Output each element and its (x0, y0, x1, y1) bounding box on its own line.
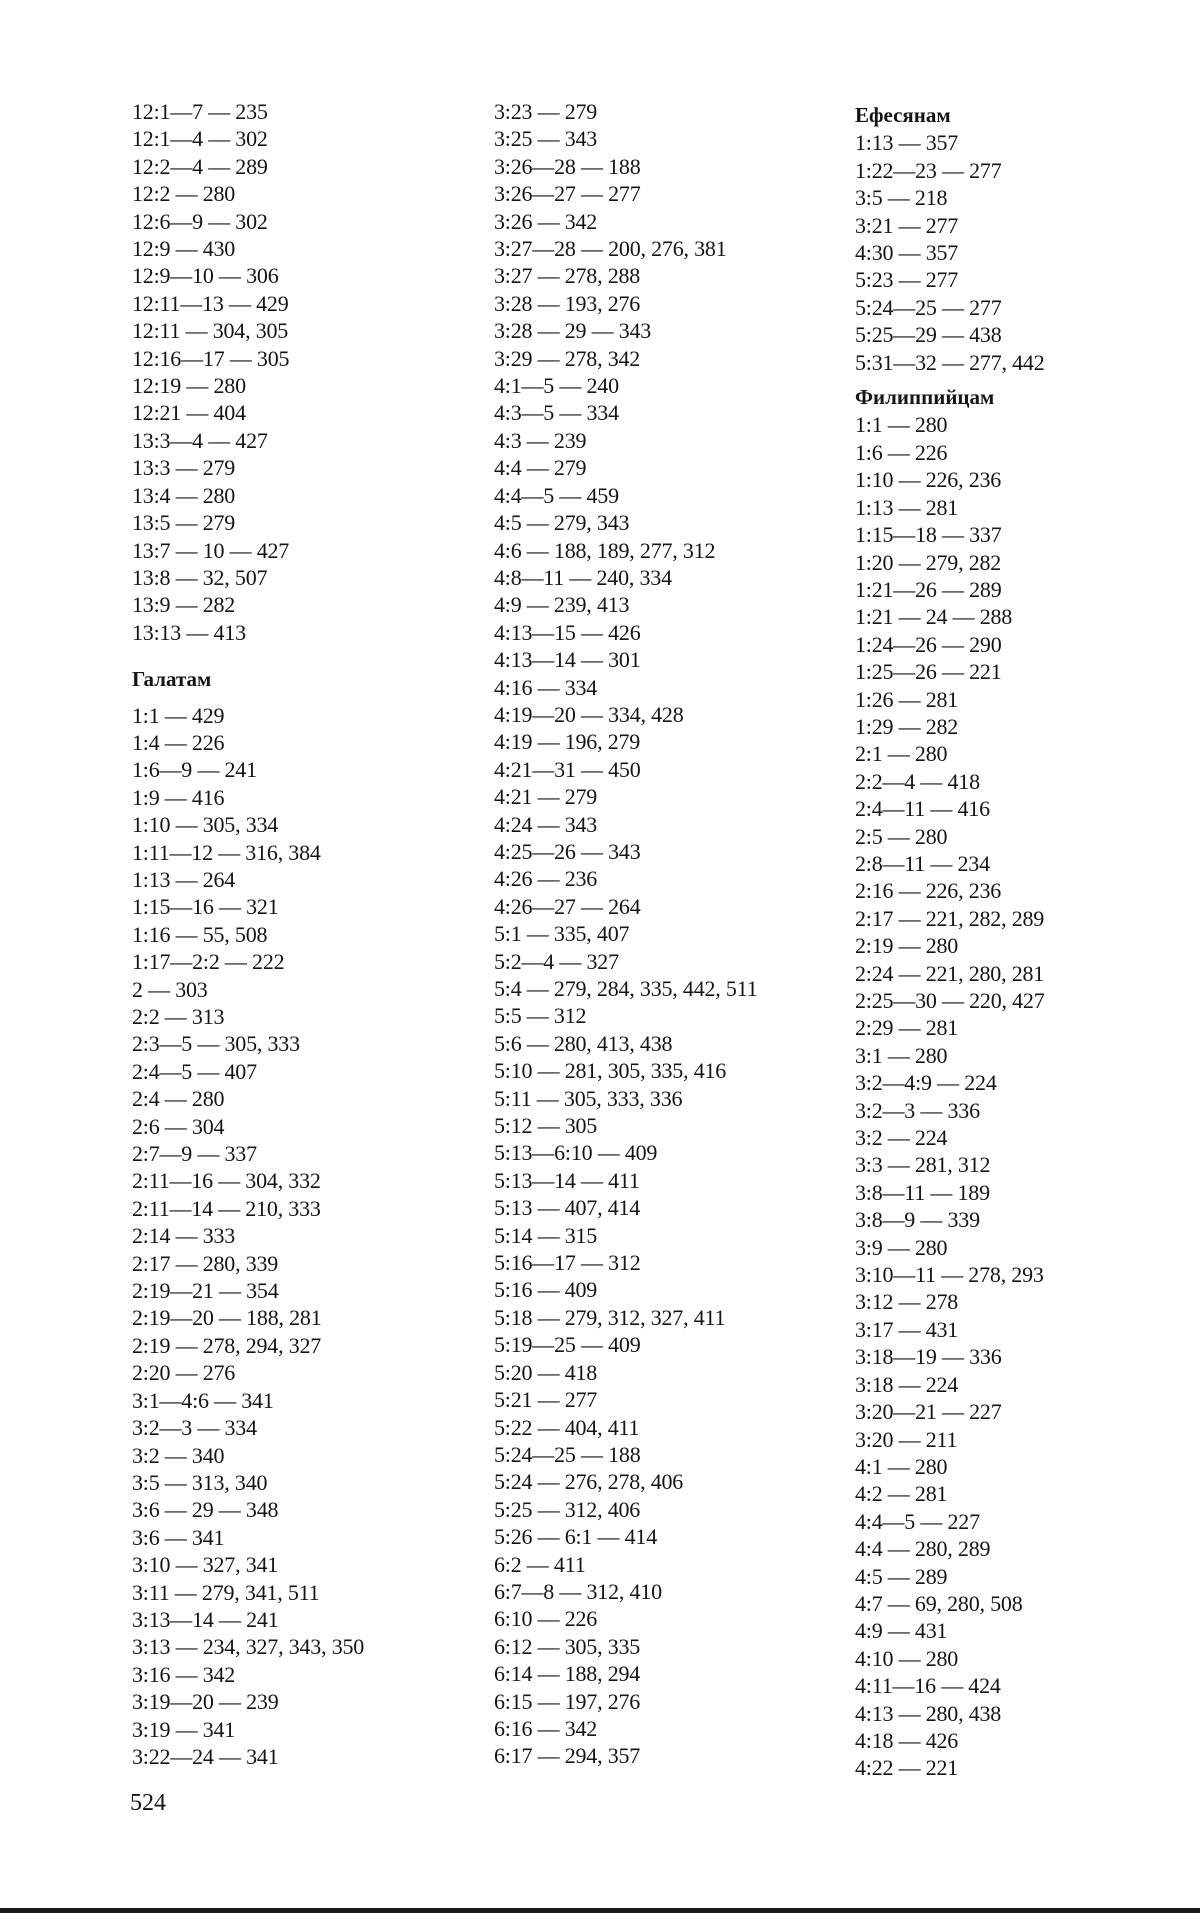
index-entry: 3:9 — 280 (855, 1234, 948, 1260)
index-entry: 2:1 — 280 (855, 741, 948, 767)
index-entry: 1:21—26 — 289 (855, 576, 1002, 602)
index-entry: 3:11 — 279, 341, 511 (132, 1579, 320, 1605)
index-entry: 6:12 — 305, 335 (494, 1633, 641, 1659)
index-entry: 1:15—18 — 337 (855, 522, 1002, 548)
index-entry: 5:13—6:10 — 409 (494, 1140, 658, 1166)
index-entry: 3:27 — 278, 288 (494, 263, 641, 289)
index-entry: 1:24—26 — 290 (855, 631, 1002, 657)
index-entry: 2:20 — 276 (132, 1360, 236, 1386)
index-entry: 13:3 — 279 (132, 455, 236, 481)
index-entry: 1:15—16 — 321 (132, 894, 279, 920)
index-entry: 12:11—13 — 429 (132, 290, 289, 316)
index-entry: 2:11—14 — 210, 333 (132, 1195, 321, 1221)
index-entry: 3:22—24 — 341 (132, 1743, 279, 1769)
index-entry: 3:19 — 341 (132, 1716, 236, 1742)
index-entry: 3:2 — 340 (132, 1442, 225, 1468)
index-entry: 1:10 — 305, 334 (132, 812, 279, 838)
index-entry: 3:20—21 — 227 (855, 1399, 1002, 1425)
index-entry: 4:21 — 279 (494, 784, 598, 810)
index-entry: 5:25 — 312, 406 (494, 1496, 641, 1522)
index-entry: 3:19—20 — 239 (132, 1689, 279, 1715)
section-heading: Филиппийцам (855, 385, 995, 410)
index-entry: 2:19—21 — 354 (132, 1278, 279, 1304)
index-entry: 2:16 — 226, 236 (855, 878, 1002, 904)
index-entry: 5:31—32 — 277, 442 (855, 349, 1045, 375)
index-entry: 5:6 — 280, 413, 438 (494, 1030, 673, 1056)
index-entry: 3:6 — 341 (132, 1524, 225, 1550)
index-entry: 3:5 — 218 (855, 185, 948, 211)
index-entry: 3:17 — 431 (855, 1316, 959, 1342)
index-entry: 3:26—28 — 188 (494, 153, 641, 179)
index-entry: 2:8—11 — 234 (855, 850, 990, 876)
index-entry: 1:10 — 226, 236 (855, 467, 1002, 493)
index-entry: 12:16—17 — 305 (132, 345, 290, 371)
index-entry: 4:5 — 279, 343 (494, 510, 630, 536)
index-entry: 5:14 — 315 (494, 1222, 598, 1248)
index-entry: 4:10 — 280 (855, 1645, 959, 1671)
bottom-rule (0, 1908, 1200, 1913)
index-entry: 4:25—26 — 343 (494, 838, 641, 864)
index-entry: 3:6 — 29 — 348 (132, 1497, 279, 1523)
index-entry: 4:18 — 426 (855, 1727, 959, 1753)
index-entry: 2:14 — 333 (132, 1223, 236, 1249)
index-entry: 1:13 — 281 (855, 494, 959, 520)
index-entry: 4:3—5 — 334 (494, 400, 619, 426)
index-entry: 4:9 — 239, 413 (494, 592, 630, 618)
index-entry: 5:24—25 — 188 (494, 1441, 641, 1467)
index-entry: 3:20 — 211 (855, 1426, 958, 1452)
index-entry: 12:19 — 280 (132, 373, 246, 399)
index-entry: 1:20 — 279, 282 (855, 549, 1002, 575)
index-entry: 5:12 — 305 (494, 1113, 598, 1139)
index-entry: 1:21 — 24 — 288 (855, 604, 1013, 630)
index-entry: 3:5 — 313, 340 (132, 1469, 268, 1495)
index-entry: 3:28 — 193, 276 (494, 290, 641, 316)
index-entry: 4:2 — 281 (855, 1481, 948, 1507)
index-entry: 6:16 — 342 (494, 1715, 598, 1741)
index-entry: 4:21—31 — 450 (494, 756, 641, 782)
index-entry: 3:18 — 224 (855, 1371, 959, 1397)
index-entry: 4:4—5 — 459 (494, 482, 619, 508)
index-entry: 4:19—20 — 334, 428 (494, 701, 684, 727)
index-entry: 1:11—12 — 316, 384 (132, 839, 321, 865)
index-entry: 13:4 — 280 (132, 482, 236, 508)
index-entry: 2:19 — 280 (855, 933, 959, 959)
index-entry: 13:9 — 282 (132, 592, 236, 618)
index-entry: 3:1 — 280 (855, 1042, 948, 1068)
page-number: 524 (130, 1790, 166, 1816)
index-entry: 3:3 — 281, 312 (855, 1152, 991, 1178)
index-entry: 5:10 — 281, 305, 335, 416 (494, 1058, 727, 1084)
index-entry: 3:2—4:9 — 224 (855, 1070, 997, 1096)
index-entry: 4:26—27 — 264 (494, 893, 641, 919)
index-entry: 2:4—5 — 407 (132, 1058, 257, 1084)
index-entry: 1:6—9 — 241 (132, 757, 257, 783)
index-entry: 4:7 — 69, 280, 508 (855, 1590, 1023, 1616)
index-entry: 3:26 — 342 (494, 208, 598, 234)
index-entry: 13:13 — 413 (132, 619, 246, 645)
index-entry: 1:13 — 357 (855, 130, 959, 156)
index-entry: 3:18—19 — 336 (855, 1344, 1002, 1370)
index-entry: 2:5 — 280 (855, 823, 948, 849)
index-entry: 3:1—4:6 — 341 (132, 1387, 274, 1413)
index-entry: 3:25 — 343 (494, 126, 598, 152)
index-entry: 4:13—14 — 301 (494, 647, 641, 673)
index-entry: 2:19 — 278, 294, 327 (132, 1332, 322, 1358)
index-entry: 4:30 — 357 (855, 240, 959, 266)
index-entry: 1:1 — 429 (132, 702, 225, 728)
index-entry: 12:2 — 280 (132, 181, 236, 207)
index-entry: 5:4 — 279, 284, 335, 442, 511 (494, 976, 758, 1001)
index-entry: 4:22 — 221 (855, 1755, 959, 1781)
index-entry: 3:10 — 327, 341 (132, 1552, 279, 1578)
index-entry: 4:4 — 280, 289 (855, 1536, 991, 1562)
index-entry: 13:7 — 10 — 427 (132, 537, 290, 563)
index-entry: 2:29 — 281 (855, 1015, 959, 1041)
index-entry: 5:11 — 305, 333, 336 (494, 1085, 683, 1111)
index-entry: 4:13—15 — 426 (494, 619, 641, 645)
index-entry: 5:16—17 — 312 (494, 1250, 641, 1276)
index-entry: 5:13 — 407, 414 (494, 1195, 641, 1221)
index-entry: 3:29 — 278, 342 (494, 345, 641, 371)
index-entry: 6:2 — 411 (494, 1551, 586, 1577)
index-entry: 1:6 — 226 (855, 439, 948, 465)
index-entry: 2:17 — 221, 282, 289 (855, 905, 1045, 931)
index-entry: 2:11—16 — 304, 332 (132, 1168, 321, 1194)
index-entry: 5:20 — 418 (494, 1359, 598, 1385)
index-entry: 4:6 — 188, 189, 277, 312 (494, 537, 716, 563)
index-entry: 12:1—4 — 302 (132, 126, 268, 152)
index-entry: 2:25—30 — 220, 427 (855, 988, 1045, 1013)
index-column-3 (855, 102, 1045, 1782)
index-entry: 3:13—14 — 241 (132, 1606, 279, 1632)
index-entry: 3:2—3 — 334 (132, 1415, 257, 1441)
index-entry: 4:13 — 280, 438 (855, 1700, 1002, 1726)
index-entry: 12:1—7 — 235 (132, 99, 268, 124)
index-entry: 1:4 — 226 (132, 729, 225, 755)
index-entry: 2:2—4 — 418 (855, 768, 980, 794)
index-entry: 5:13—14 — 411 (494, 1167, 640, 1193)
index-entry: 2:24 — 221, 280, 281 (855, 960, 1045, 986)
section-heading: Ефесянам (855, 103, 951, 127)
index-column-1 (132, 98, 364, 1770)
section-heading: Галатам (132, 667, 212, 692)
index-entry: 3:10—11 — 278, 293 (855, 1262, 1044, 1288)
index-entry: 12:11 — 304, 305 (132, 318, 289, 344)
index-entry: 3:28 — 29 — 343 (494, 318, 652, 344)
index-entry: 4:4 — 279 (494, 455, 587, 481)
index-entry: 2:4 — 280 (132, 1086, 225, 1112)
index-entry: 3:2 — 224 (855, 1125, 948, 1151)
index-entry: 5:19—25 — 409 (494, 1332, 641, 1358)
index-entry: 1:22—23 — 277 (855, 157, 1002, 183)
index-entry: 4:19 — 196, 279 (494, 729, 641, 755)
index-entry: 5:26 — 6:1 — 414 (494, 1524, 658, 1550)
index-entry: 2:6 — 304 (132, 1113, 225, 1139)
index-entry: 3:2—3 — 336 (855, 1097, 980, 1123)
index-entry: 4:26 — 236 (494, 866, 598, 892)
index-entry: 1:1 — 280 (855, 412, 948, 438)
index-entry: 3:8—9 — 339 (855, 1207, 980, 1233)
index-entry: 4:1—5 — 240 (494, 373, 619, 399)
index-entry: 6:17 — 294, 357 (494, 1743, 641, 1769)
index-entry: 12:9 — 430 (132, 236, 236, 262)
index-entry: 12:21 — 404 (132, 400, 246, 426)
index-entry: 4:8—11 — 240, 334 (494, 564, 672, 590)
index-entry: 1:29 — 282 (855, 713, 959, 739)
index-entry: 2:2 — 313 (132, 1004, 225, 1029)
index-entry: 4:24 — 343 (494, 811, 598, 837)
index-entry: 3:16 — 342 (132, 1661, 236, 1687)
index-entry: 2:7—9 — 337 (132, 1141, 257, 1167)
index-entry: 4:16 — 334 (494, 674, 598, 700)
index-entry: 5:1 — 335, 407 (494, 921, 630, 947)
index-entry: 12:2—4 — 289 (132, 153, 268, 179)
index-entry: 6:10 — 226 (494, 1606, 598, 1632)
index-entry: 4:11—16 — 424 (855, 1673, 1001, 1699)
index-entry: 3:21 — 277 (855, 212, 959, 238)
index-entry: 2:3—5 — 305, 333 (132, 1031, 300, 1057)
index-entry: 5:5 — 312 (494, 1003, 587, 1029)
index-entry: 3:26—27 — 277 (494, 181, 641, 207)
index-entry: 1:13 — 264 (132, 866, 236, 892)
index-entry: 2:19—20 — 188, 281 (132, 1305, 322, 1331)
index-entry: 12:6—9 — 302 (132, 208, 268, 234)
index-entry: 4:5 — 289 (855, 1563, 948, 1589)
index-entry: 3:13 — 234, 327, 343, 350 (132, 1634, 365, 1660)
index-entry: 5:18 — 279, 312, 327, 411 (494, 1304, 726, 1330)
index-entry: 1:17—2:2 — 222 (132, 949, 285, 975)
index-entry: 3:8—11 — 189 (855, 1179, 990, 1205)
index-entry: 12:9—10 — 306 (132, 263, 279, 289)
index-entry: 6:15 — 197, 276 (494, 1688, 641, 1714)
index-entry: 3:23 — 279 (494, 99, 598, 124)
index-entry: 5:24 — 276, 278, 406 (494, 1469, 684, 1495)
index-entry: 4:3 — 239 (494, 427, 587, 453)
index-entry: 5:22 — 404, 411 (494, 1414, 640, 1440)
index-entry: 13:8 — 32, 507 (132, 564, 268, 590)
index-entry: 2:4—11 — 416 (855, 796, 990, 822)
index-entry: 4:4—5 — 227 (855, 1508, 980, 1534)
index-entry: 4:9 — 431 (855, 1618, 948, 1644)
index-entry: 1:26 — 281 (855, 686, 959, 712)
index-entry: 5:21 — 277 (494, 1387, 598, 1413)
index-entry: 3:27—28 — 200, 276, 381 (494, 236, 727, 262)
index-entry: 1:16 — 55, 508 (132, 921, 268, 947)
index-entry: 2 — 303 (132, 976, 208, 1002)
index-entry: 5:25—29 — 438 (855, 322, 1002, 348)
index-entry: 2:17 — 280, 339 (132, 1250, 279, 1276)
index-entry: 5:23 — 277 (855, 267, 959, 293)
index-entry: 5:16 — 409 (494, 1277, 598, 1303)
index-entry: 13:5 — 279 (132, 510, 236, 536)
index-entry: 6:14 — 188, 294 (494, 1661, 641, 1687)
index-column-2 (494, 98, 758, 1770)
index-entry: 4:1 — 280 (855, 1453, 948, 1479)
index-entry: 1:25—26 — 221 (855, 659, 1002, 685)
index-entry: 1:9 — 416 (132, 784, 225, 810)
index-entry: 3:12 — 278 (855, 1289, 959, 1315)
index-entry: 5:24—25 — 277 (855, 294, 1002, 320)
index-entry: 6:7—8 — 312, 410 (494, 1578, 662, 1604)
index-entry: 13:3—4 — 427 (132, 427, 268, 453)
index-entry: 5:2—4 — 327 (494, 948, 619, 974)
